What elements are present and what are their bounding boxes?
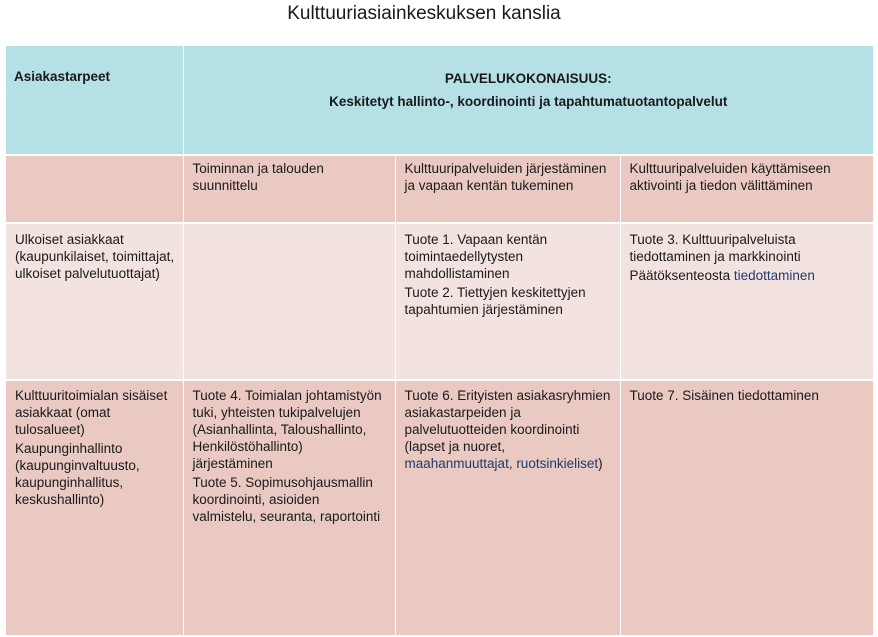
page-title: Kulttuuriasiainkeskuksen kanslia [287,3,561,24]
table-cell [620,223,873,380]
product-6 [405,387,612,472]
table-cell [620,380,873,636]
decision-communication [630,267,866,284]
product-1: Tuote 1. Vapaan kentän toimintaedellytysten mahdollistaminen [404,232,548,281]
table-cell [183,380,395,636]
column-header-organizing: Kulttuuripalveluiden järjestäminen ja vapaan kentän tukeminen [395,155,620,223]
service-matrix-table [6,46,873,637]
column-header-planning: Toiminnan ja talouden suunnittelu [183,155,395,223]
product-4: Tuote 4. Toimialan johtamistyön tuki, yhteisten tukipalvelujen (Asianhallinta, Taloushallinto, Henkilöstöhallinto) järjestäminen [192,388,382,471]
subheader-empty-cell [6,155,183,223]
row-label-internal-customers [6,380,183,636]
table-cell [395,380,620,636]
row-label-external-customers: Ulkoiset asiakkaat (kaupunkilaiset, toimittajat, ulkoiset palvelutuottajat) [6,223,183,380]
table-cell [395,223,620,380]
decision-communication-highlight: tiedottaminen [733,268,815,283]
city-administration-label: Kaupunginhallinto (kaupunginvaltuusto, kaupunginhallitus, keskushallinto) [15,441,140,507]
product-5: Tuote 5. Sopimusohjausmallin koordinointi, asioiden valmistelu, seuranta, raportointi [192,475,381,524]
product-3: Tuote 3. Kulttuuripalveluista tiedottaminen ja markkinointi [629,232,801,264]
table-row [6,380,873,636]
header-row [6,46,873,155]
decision-communication-text: Päätöksenteosta [629,268,734,283]
header-service-package-title: PALVELUKOKONAISUUS: [444,71,612,86]
header-customer-needs: Asiakastarpeet [6,46,183,155]
product-7: Tuote 7. Sisäinen tiedottaminen [629,388,819,403]
header-service-package [183,46,873,155]
product-2: Tuote 2. Tiettyjen keskitettyjen tapahtumien järjestäminen [404,285,586,317]
internal-customers-label: Kulttuuritoimialan sisäiset asiakkaat (omat tulosalueet) [15,388,168,437]
table-row [6,223,873,380]
header-service-package-subtitle: Keskitetyt hallinto-, koordinointi ja tapahtumatuotantopalvelut [329,94,728,109]
column-header-activation: Kulttuuripalveluiden käyttämiseen aktivointi ja tiedon välittäminen [620,155,873,223]
product-6-close: ) [598,456,603,471]
table-cell [183,223,395,380]
product-6-text: Tuote 6. Erityisten asiakasryhmien asiakastarpeiden ja palvelutuotteiden koordinointi (lapset ja nuoret, [404,388,611,454]
product-6-highlight: maahanmuuttajat, ruotsinkieliset [404,456,599,471]
subheader-row [6,155,873,223]
